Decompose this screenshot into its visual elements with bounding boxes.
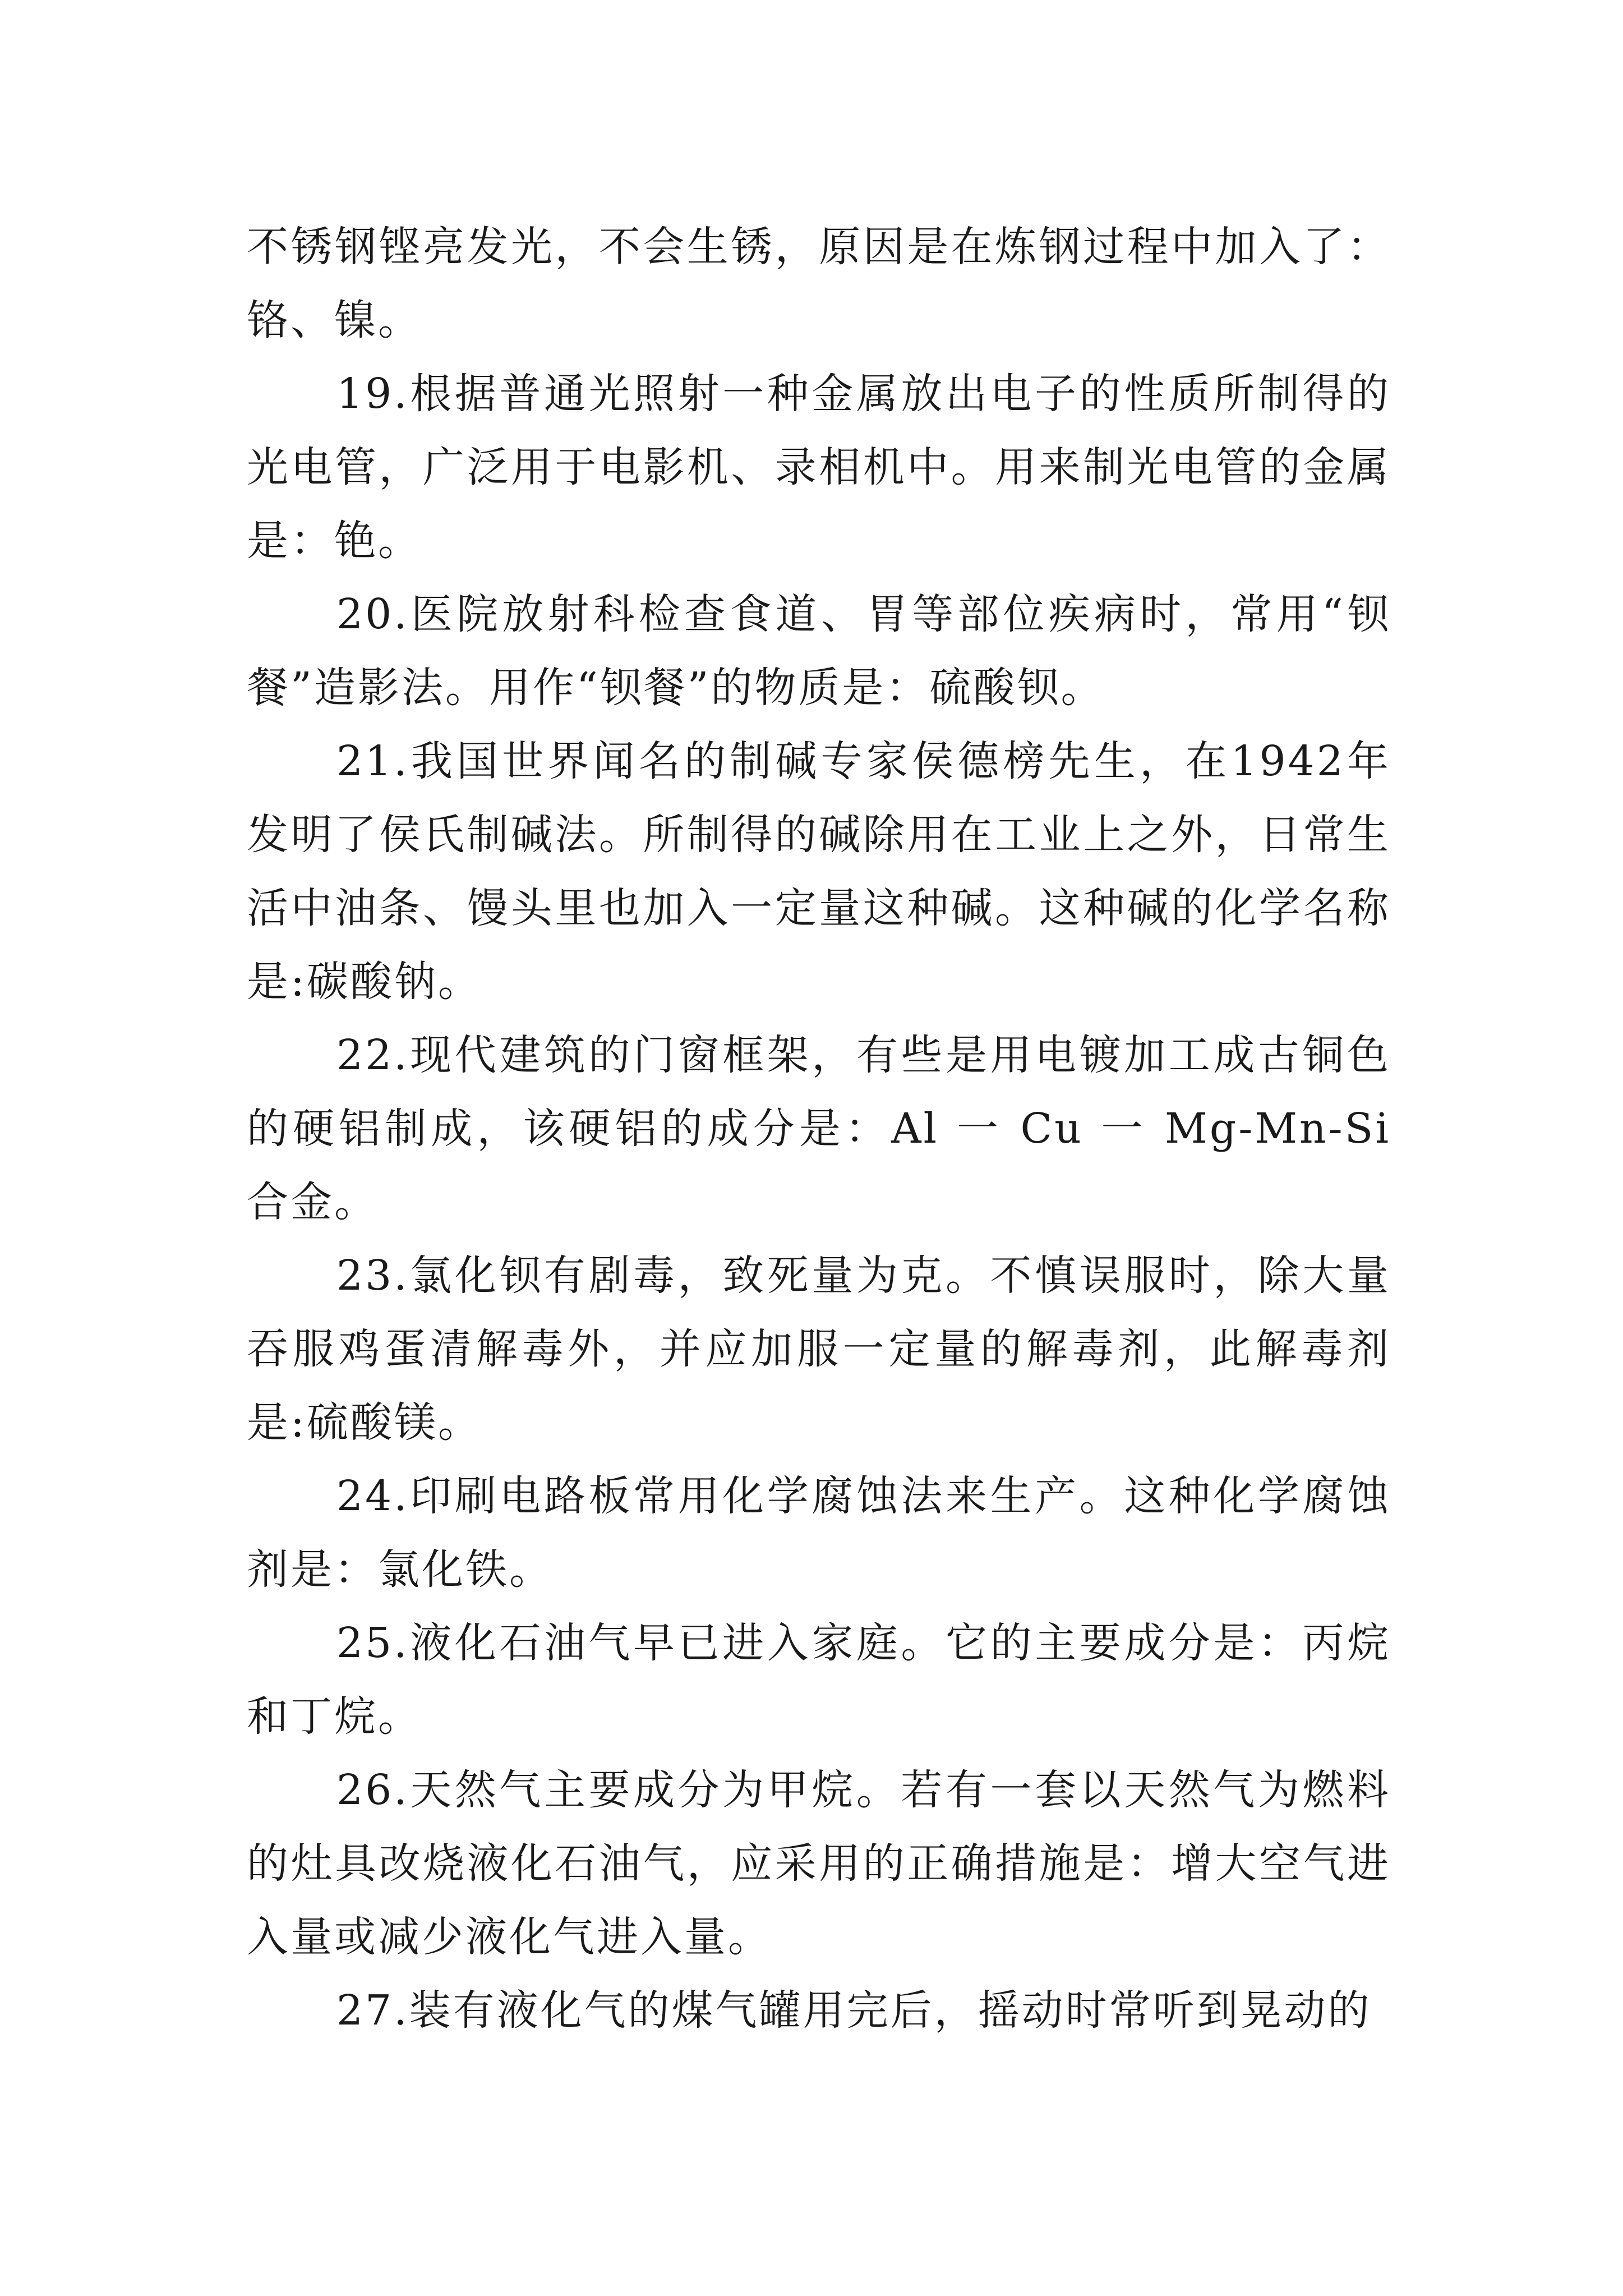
paragraph-item-23: 23.氯化钡有剧毒，致死量为克。不慎误服时，除大量吞服鸡蛋清解毒外，并应加服一定量的解毒剂，此解毒剂是:硫酸镁。 bbox=[247, 1251, 1391, 1447]
paragraph-item-22: 22.现代建筑的门窗框架，有些是用电镀加工成古铜色的硬铝制成，该硬铝的成分是：Al 一 Cu 一 Mg-Mn-Si 合金。 bbox=[247, 1031, 1391, 1226]
paragraph-item-20: 20.医院放射科检查食道、胃等部位疾病时，常用“钡餐”造影法。用作“钡餐”的物质是：硫酸钡。 bbox=[247, 590, 1391, 712]
paragraph-item-26: 26.天然气主要成分为甲烷。若有一套以天然气为燃料的灶具改烧液化石油气，应采用的正确措施是：增大空气进入量或减少液化气进入量。 bbox=[247, 1766, 1391, 1961]
paragraph-item-25: 25.液化石油气早已进入家庭。它的主要成分是：丙烷和丁烷。 bbox=[247, 1619, 1391, 1741]
paragraph-continuation: 不锈钢铿亮发光，不会生锈，原因是在炼钢过程中加入了：铬、镍。 bbox=[247, 223, 1391, 344]
paragraph-item-21: 21.我国世界闻名的制碱专家侯德榜先生，在1942年发明了侯氏制碱法。所制得的碱除用在工业上之外，日常生活中油条、馒头里也加入一定量这种碱。这种碱的化学名称是:碳酸钠。 bbox=[247, 737, 1391, 1006]
paragraph-item-27: 27.装有液化气的煤气罐用完后，摇动时常听到晃动的 bbox=[336, 1986, 1372, 2035]
document-body bbox=[247, 210, 1391, 2047]
paragraph-item-19: 19.根据普通光照射一种金属放出电子的性质所制得的光电管，广泛用于电影机、录相机中。用来制光电管的金属是：铯。 bbox=[247, 370, 1391, 565]
paragraph-item-24: 24.印刷电路板常用化学腐蚀法来生产。这种化学腐蚀剂是：氯化铁。 bbox=[247, 1472, 1391, 1594]
